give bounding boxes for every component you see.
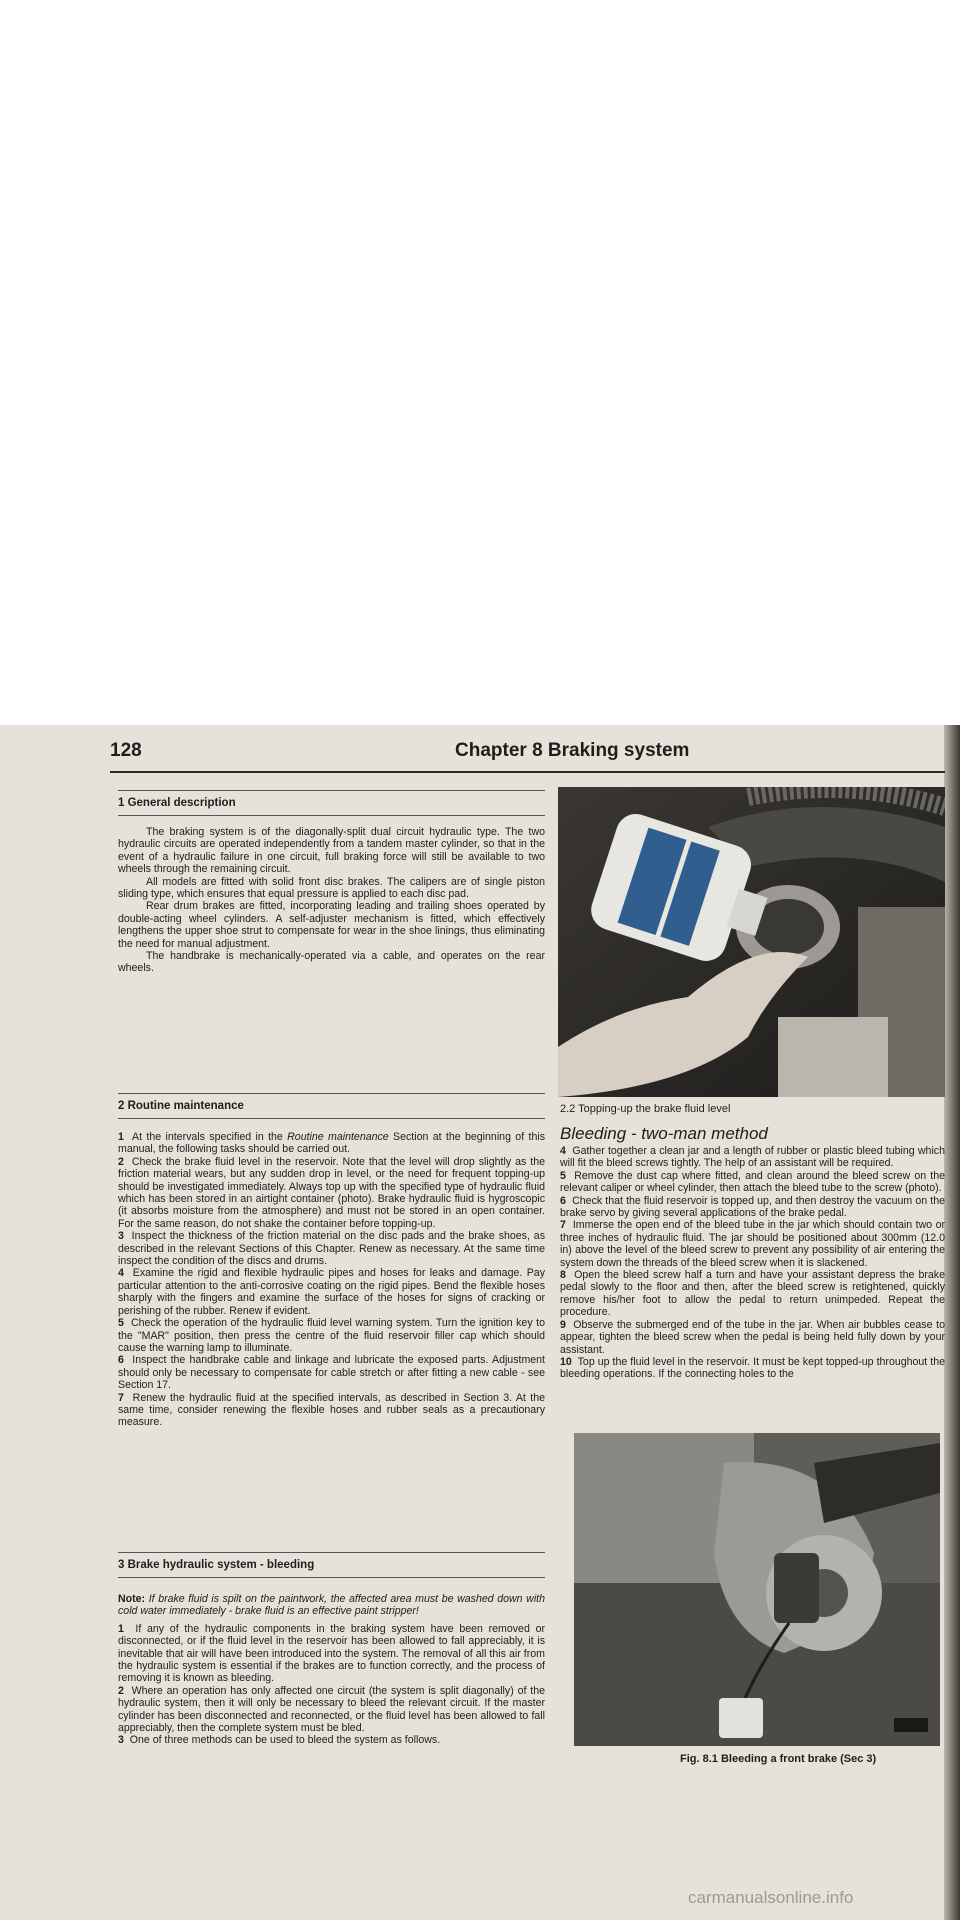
numbered-paragraph: 2 Check the brake fluid level in the reservoir. Note that the level will drop slightly as the friction material wears, but any sudden drop in level, or the need for frequent topping-up should be investigated immediately. Always top up with the specified type of hydraulic fluid which has been stored in an airtight container (photo). Brake hydraulic fluid is hygroscopic (it absorbs moisture from the atmosphere) and must not be stored in an open container. For the same reason, do not shake the container before topping-up.	[118, 1155, 545, 1230]
two-man-method-body	[560, 1145, 945, 1381]
photo-illustration	[574, 1433, 940, 1746]
section-rule	[118, 1118, 545, 1119]
numbered-paragraph: 10 Top up the fluid level in the reservoir. It must be kept topped-up throughout the bleeding operations. If the connecting holes to the	[560, 1355, 945, 1381]
numbered-paragraph: 7 Renew the hydraulic fluid at the specified intervals, as described in Section 3. At the same time, consider renewing the flexible hoses and rubber seals as a precautionary measure.	[118, 1391, 545, 1429]
header-rule	[110, 771, 945, 773]
numbered-paragraph: 6 Check that the fluid reservoir is topped up, and then destroy the vacuum on the brake servo by giving several applications of the brake pedal.	[560, 1194, 945, 1220]
section-heading-routine: 2 Routine maintenance	[118, 1100, 244, 1112]
paragraph: The handbrake is mechanically-operated via a cable, and operates on the rear wheels.	[118, 950, 545, 975]
numbered-paragraph: 7 Immerse the open end of the bleed tube in the jar which should contain two or three inches of hydraulic fluid. The jar should be positioned about 300mm (12.0 in) above the level of the bleed screw to prevent any possibility of air entering the system down the threads of the bleed screw when it is slackened.	[560, 1219, 945, 1269]
numbered-paragraph: 2 Where an operation has only affected one circuit (the system is split diagonally) of the hydraulic system, then it will only be necessary to bleed the relevant circuit. If the master cylinder has been disconnected and reconnected, or the fluid level has been allowed to fall appreciably, then the complete system must be bled.	[118, 1684, 545, 1735]
photo-topping-up-brake-fluid	[558, 787, 945, 1097]
numbered-paragraph: 3 Inspect the thickness of the friction material on the disc pads and the brake shoes, as described in the relevant Sections of this Chapter. Renew as necessary. At the same time inspect the condition of the discs and drums.	[118, 1230, 545, 1268]
figure-caption-bleeding: Fig. 8.1 Bleeding a front brake (Sec 3)	[680, 1753, 877, 1765]
numbered-paragraph: 9 Observe the submerged end of the tube in the jar. When air bubbles cease to appear, tighten the bleed screw when the pedal is being held fully down by your assistant.	[560, 1318, 945, 1356]
section-general-body	[118, 826, 545, 975]
section-bleeding-body	[118, 1593, 545, 1747]
photo-bleeding-front-brake	[574, 1433, 940, 1746]
numbered-paragraph: 8 Open the bleed screw half a turn and have your assistant depress the brake pedal slowly to the floor and then, after the bleed screw is retightened, quickly remove his/her foot to allow the pedal to return unimpeded. Repeat the procedure.	[560, 1269, 945, 1319]
chapter-title: Chapter 8 Braking system	[455, 740, 690, 761]
subheading-two-man-method: Bleeding - two-man method	[560, 1124, 768, 1143]
numbered-paragraph: 4 Examine the rigid and flexible hydraulic pipes and hoses for leaks and damage. Pay particular attention to the anti-corrosive coating on the rigid pipes. Bend the flexible hoses sharply with the fingers and examine the surface of the hoses for signs of cracking or perishing of the rubber. Renew if evident.	[118, 1267, 545, 1317]
section-rule	[118, 1552, 545, 1553]
blank-area	[0, 0, 960, 725]
section-rule	[118, 790, 545, 791]
paragraph: The braking system is of the diagonally-split dual circuit hydraulic type. The two hydraulic circuits are operated independently from a tandem master cylinder, so that in the event of a hydraulic failure in one circuit, full braking force will still be available to two wheels through the remaining circuit.	[118, 826, 545, 876]
photo-illustration	[558, 787, 945, 1097]
note-paragraph: Note: If brake fluid is spilt on the paintwork, the affected area must be washed down with cold water immediately - brake fluid is an effective paint stripper!	[118, 1593, 546, 1618]
page-header	[110, 740, 945, 772]
page-edge-shadow	[944, 725, 960, 1920]
numbered-paragraph: 3 One of three methods can be used to bleed the system as follows.	[118, 1734, 441, 1747]
paragraph: All models are fitted with solid front disc brakes. The calipers are of single piston sliding type, which ensures that equal pressure is applied to each disc pad.	[118, 875, 545, 901]
watermark: carmanualsonline.info	[688, 1888, 854, 1907]
section-rule	[118, 1577, 545, 1578]
numbered-paragraph: 1 If any of the hydraulic components in the braking system have been removed or disconnected, or if the fluid level in the reservoir has been allowed to fall appreciably, it is inevitable that air will have been introduced into the system. The removal of all this air from the hydraulic system is essential if the brakes are to function correctly, and the process of removing it is known as bleeding.	[118, 1622, 545, 1685]
paragraph: Rear drum brakes are fitted, incorporating leading and trailing shoes operated by double-acting wheel cylinders. A self-adjuster mechanism is fitted, which effectively lengthens the upper shoe strut to compensate for wear in the shoe linings, thus eliminating the need for manual adjustment.	[118, 900, 545, 950]
page-number: 128	[110, 740, 142, 761]
section-heading-bleeding: 3 Brake hydraulic system - bleeding	[118, 1559, 315, 1571]
numbered-paragraph: 1 At the intervals specified in the Routine maintenance Section at the beginning of this manual, the following tasks should be carried out.	[118, 1131, 545, 1156]
numbered-paragraph: 5 Remove the dust cap where fitted, and clean around the bleed screw on the relevant caliper or wheel cylinder, then attach the bleed tube to the screw (photo).	[560, 1169, 945, 1195]
numbered-paragraph: 4 Gather together a clean jar and a length of rubber or plastic bleed tubing which will fit the bleed screws tightly. The help of an assistant will be required.	[560, 1145, 945, 1170]
section-heading-general: 1 General description	[118, 797, 236, 809]
numbered-paragraph: 5 Check the operation of the hydraulic fluid level warning system. Turn the ignition key to the "MAR" position, then press the centre of the fluid reservoir filler cap which should cause the warning lamp to illuminate.	[118, 1317, 545, 1354]
section-rule	[118, 1093, 545, 1094]
numbered-paragraph: 6 Inspect the handbrake cable and linkage and lubricate the exposed parts. Adjustment should only be necessary to compensate for cable stretch or after fitting a new cable - see Section 17.	[118, 1354, 545, 1392]
photo-caption-topping-up: 2.2 Topping-up the brake fluid level	[560, 1103, 731, 1115]
section-routine-body	[118, 1131, 545, 1429]
section-rule	[118, 815, 545, 816]
